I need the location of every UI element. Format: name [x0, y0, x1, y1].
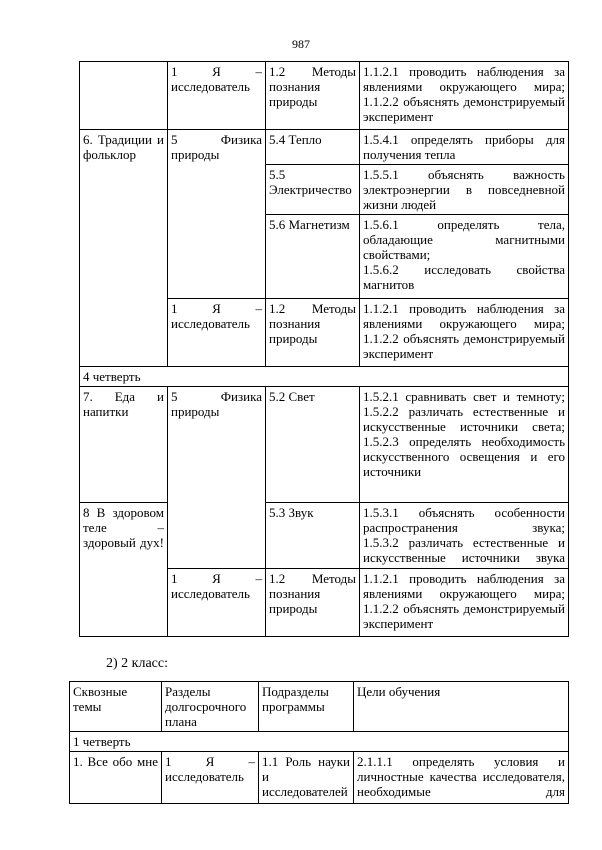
theme-text: 1. Все обо мне — [73, 754, 158, 769]
goal-text: 1.5.2.3 определять необходимость искусственного освещения и его источники — [363, 434, 565, 479]
section-cell — [162, 752, 259, 804]
goal-text: 1.1.2.1 проводить наблюдения за явлениями окружающего мира; — [363, 64, 565, 94]
subsection-text: 5.6 Магнетизм — [269, 217, 350, 232]
goals-cell — [360, 299, 569, 367]
goal-text: 2.1.1.1 определять условия и личностные качества исследователя, необходимые для — [357, 754, 565, 799]
header-label: Цели обучения — [357, 684, 441, 699]
header-label: Разделы долгосрочного плана — [165, 684, 247, 729]
theme-cell — [80, 130, 168, 367]
goals-cell — [360, 569, 569, 637]
subsection-cell — [259, 752, 354, 804]
goals-cell — [360, 165, 569, 215]
goals-cell — [360, 387, 569, 503]
subsection-cell — [266, 387, 360, 503]
subsection-text: 5.5 Электричество — [269, 167, 352, 197]
goals-cell — [360, 130, 569, 165]
subsection-text: 5.4 Тепло — [269, 132, 322, 147]
header-cell — [70, 682, 162, 732]
goal-text: 1.1.2.1 проводить наблюдения за явлениями окружающего мира; — [363, 571, 565, 601]
quarter-cell — [70, 732, 569, 752]
quarter-label: 4 четверть — [83, 369, 141, 384]
subsection-cell — [266, 503, 360, 569]
section-cell — [168, 569, 266, 637]
table-row — [70, 752, 569, 804]
header-cell — [162, 682, 259, 732]
subsection-cell — [266, 299, 360, 367]
quarter-row — [70, 732, 569, 752]
table-row — [80, 387, 569, 503]
table-row — [80, 130, 569, 165]
theme-cell — [80, 503, 168, 637]
goals-cell — [360, 503, 569, 569]
quarter-cell — [80, 367, 569, 387]
section-cell — [168, 62, 266, 130]
grade-caption: 2) 2 класс: — [106, 656, 168, 671]
section-cell — [168, 299, 266, 367]
goal-text: 1.5.3.1 объяснять особенности распространения звука; — [363, 505, 565, 535]
page-number: 987 — [292, 37, 310, 51]
header-cell — [354, 682, 569, 732]
section-text: 1 Я – исследователь — [171, 301, 262, 331]
goal-text: 1.5.6.1 определять тела, обладающие магнитными свойствами; — [363, 217, 565, 262]
quarter-row — [80, 367, 569, 387]
theme-cell — [80, 62, 168, 130]
theme-cell — [70, 752, 162, 804]
table-row — [80, 503, 569, 569]
theme-text: 8 В здоровом теле – здоровый дух! — [83, 505, 164, 550]
section-text: 1 Я – исследователь — [171, 64, 262, 94]
section-cell — [168, 387, 266, 569]
goals-cell — [354, 752, 569, 804]
section-text: 5 Физика природы — [171, 389, 262, 419]
header-row — [70, 682, 569, 732]
goals-cell — [360, 215, 569, 299]
goal-text: 1.1.2.1 проводить наблюдения за явлениями окружающего мира; — [363, 301, 565, 331]
subsection-text: 5.3 Звук — [269, 505, 314, 520]
goal-text: 1.1.2.2 объяснять демонстрируемый эксперимент — [363, 601, 565, 631]
subsection-text: 1.2 Методы познания природы — [269, 301, 356, 346]
goal-text: 1.5.4.1 определять приборы для получения тепла — [363, 132, 565, 162]
goal-text: 1.1.2.2 объяснять демонстрируемый эксперимент — [363, 94, 565, 124]
goal-text: 1.5.2.2 различать естественные и искусственные источники света; — [363, 404, 565, 434]
section-text: 1 Я – исследователь — [165, 754, 255, 784]
goal-text: 1.5.3.2 различать естественные и искусственные источники звука — [363, 535, 565, 565]
goal-text: 1.5.5.1 объяснять важность электроэнергии в повседневной жизни людей — [363, 167, 565, 212]
section-text: 5 Физика природы — [171, 132, 262, 162]
subsection-text: 1.2 Методы познания природы — [269, 64, 356, 109]
quarter-label: 1 четверть — [73, 734, 131, 749]
subsection-text: 5.2 Свет — [269, 389, 315, 404]
table-row — [80, 62, 569, 130]
curriculum-table-grade-2 — [69, 681, 569, 804]
subsection-text: 1.2 Методы познания природы — [269, 571, 356, 616]
subsection-cell — [266, 130, 360, 165]
section-cell — [168, 130, 266, 299]
goal-text: 1.5.2.1 сравнивать свет и темноту; — [363, 389, 565, 404]
header-cell — [259, 682, 354, 732]
goal-text: 1.5.6.2 исследовать свойства магнитов — [363, 262, 565, 292]
theme-text: 6. Традиции и фольклор — [83, 132, 164, 162]
theme-cell — [80, 387, 168, 503]
subsection-cell — [266, 215, 360, 299]
subsection-cell — [266, 62, 360, 130]
theme-text: 7. Еда и напитки — [83, 389, 164, 419]
goal-text: 1.1.2.2 объяснять демонстрируемый эксперимент — [363, 331, 565, 361]
subsection-cell — [266, 569, 360, 637]
header-label: Сквозные темы — [73, 684, 128, 714]
section-text: 1 Я – исследователь — [171, 571, 262, 601]
header-label: Подразделы программы — [262, 684, 329, 714]
goals-cell — [360, 62, 569, 130]
curriculum-table-grade-1 — [79, 61, 569, 637]
subsection-cell — [266, 165, 360, 215]
subsection-text: 1.1 Роль науки и исследователей — [262, 754, 350, 799]
